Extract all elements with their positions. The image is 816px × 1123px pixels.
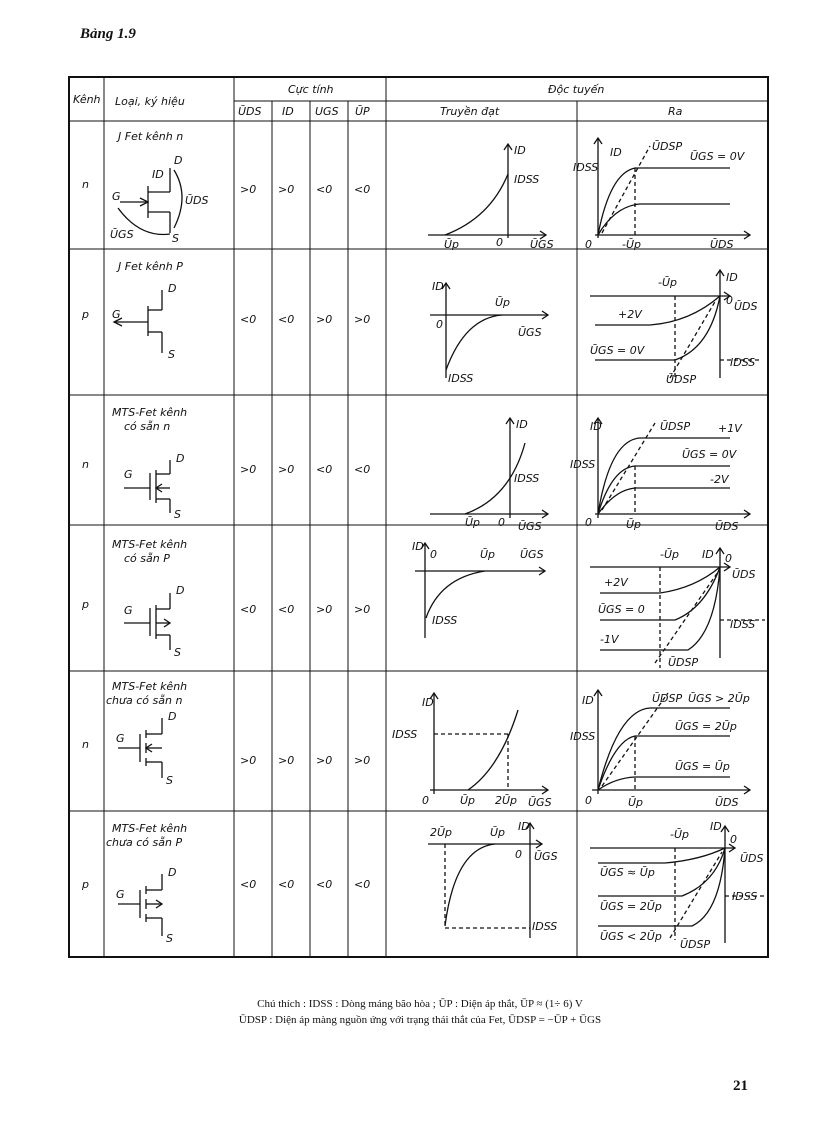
row-1 xyxy=(82,130,750,251)
row2-up: >0 xyxy=(354,313,371,326)
svg-text:ID: ID xyxy=(432,280,444,293)
row-2 xyxy=(81,260,760,386)
svg-text:IDSS: IDSS xyxy=(730,356,756,369)
svg-text:0: 0 xyxy=(430,548,437,561)
svg-text:G: G xyxy=(116,888,125,901)
svg-text:0: 0 xyxy=(515,848,522,861)
row4-type-line2: có sẵn P xyxy=(124,552,170,565)
svg-text:ŪGS = 0V: ŪGS = 0V xyxy=(682,448,737,461)
row6-type-line1: MTS-Fet kênh xyxy=(112,822,188,835)
svg-text:S: S xyxy=(166,932,173,945)
row5-id: >0 xyxy=(278,754,295,767)
row2-ugs: >0 xyxy=(316,313,333,326)
svg-text:ŪDS: ŪDS xyxy=(734,300,758,313)
svg-text:2Ūp: 2Ūp xyxy=(495,794,518,807)
svg-text:S: S xyxy=(174,646,181,659)
svg-text:Ūp: Ūp xyxy=(628,796,644,809)
row4-mosfet-p-symbol xyxy=(124,593,170,650)
row2-channel: p xyxy=(82,308,89,321)
row4-id: <0 xyxy=(278,603,295,616)
svg-text:ŪDSP: ŪDSP xyxy=(666,373,697,386)
row1-transfer-plot xyxy=(428,144,546,239)
fet-table xyxy=(68,76,769,958)
row5-output-plot xyxy=(592,690,750,794)
svg-text:ID: ID xyxy=(412,540,424,553)
row3-id: >0 xyxy=(278,463,295,476)
svg-text:-Ūp: -Ūp xyxy=(658,276,678,289)
svg-text:-1V: -1V xyxy=(600,633,619,646)
row6-type-line2: chưa có sẵn P xyxy=(106,836,183,849)
row6-output-plot xyxy=(590,826,765,943)
page-number: 21 xyxy=(733,1078,748,1094)
header-kenh: Kênh xyxy=(73,93,101,106)
svg-text:IDSS: IDSS xyxy=(532,920,558,933)
header-doc-tuyen: Độc tuyến xyxy=(548,83,605,96)
row5-uds: >0 xyxy=(240,754,257,767)
header-col-id: ID xyxy=(282,105,294,118)
row3-up: <0 xyxy=(354,463,371,476)
svg-text:Ūp: Ūp xyxy=(490,826,506,839)
svg-text:ŪGS: ŪGS xyxy=(518,326,542,339)
svg-text:-Ūp: -Ūp xyxy=(660,548,680,561)
row1-jfet-n-symbol xyxy=(118,168,182,234)
svg-text:ŪGS: ŪGS xyxy=(528,796,552,809)
svg-text:ŪDS: ŪDS xyxy=(732,568,756,581)
svg-text:ID: ID xyxy=(422,696,434,709)
svg-text:G: G xyxy=(116,732,125,745)
svg-text:ŪDS: ŪDS xyxy=(715,796,739,809)
row-3 xyxy=(82,406,750,533)
header-col-uds: ŪDS xyxy=(238,105,262,118)
row3-transfer-plot xyxy=(430,418,548,518)
svg-text:0: 0 xyxy=(436,318,443,331)
footnote-line-2: ŪDSP : Diện áp màng nguồn ứng với trạng thái thắt của Fet, ŪDSP = −ŪP + ŪGS xyxy=(238,1014,602,1026)
svg-text:Ūp: Ūp xyxy=(444,238,460,251)
row6-transfer-plot xyxy=(428,823,542,938)
svg-text:IDSS: IDSS xyxy=(732,890,758,903)
svg-text:ŪGS ≈ Ūp: ŪGS ≈ Ūp xyxy=(600,866,655,879)
svg-text:ID: ID xyxy=(518,820,530,833)
svg-text:ŪGS > 2Ūp: ŪGS > 2Ūp xyxy=(688,692,750,705)
row2-uds: <0 xyxy=(240,313,257,326)
svg-text:S: S xyxy=(174,508,181,521)
svg-text:D: D xyxy=(174,154,183,167)
svg-text:0: 0 xyxy=(585,794,592,807)
row6-uds: <0 xyxy=(240,878,257,891)
svg-text:G: G xyxy=(112,308,121,321)
row1-id: >0 xyxy=(278,183,295,196)
header-col-up: ŪP xyxy=(355,105,370,118)
svg-text:IDSS: IDSS xyxy=(514,472,540,485)
row5-type-line1: MTS-Fet kênh xyxy=(112,680,188,693)
svg-text:ŪDSP: ŪDSP xyxy=(668,656,699,669)
svg-text:ID: ID xyxy=(590,420,602,433)
svg-text:Ūp: Ūp xyxy=(460,794,476,807)
svg-text:ŪGS = 0V: ŪGS = 0V xyxy=(690,150,745,163)
row4-channel: p xyxy=(82,598,89,611)
row1-channel: n xyxy=(82,178,89,191)
svg-text:S: S xyxy=(166,774,173,787)
svg-text:ŪGS = 0V: ŪGS = 0V xyxy=(590,344,645,357)
row1-uds: >0 xyxy=(240,183,257,196)
row-5 xyxy=(82,680,750,809)
svg-text:ID: ID xyxy=(152,168,164,181)
svg-text:IDSS: IDSS xyxy=(432,614,458,627)
svg-text:ŪGS < 2Ūp: ŪGS < 2Ūp xyxy=(600,930,662,943)
svg-text:D: D xyxy=(176,584,185,597)
svg-text:ŪGS = 2Ūp: ŪGS = 2Ūp xyxy=(675,720,737,733)
svg-text:IDSS: IDSS xyxy=(448,372,474,385)
svg-text:IDSS: IDSS xyxy=(514,173,540,186)
svg-text:ID: ID xyxy=(726,271,738,284)
svg-text:ŪDSP: ŪDSP xyxy=(652,140,683,153)
svg-text:ŪGS: ŪGS xyxy=(530,238,554,251)
row3-uds: >0 xyxy=(240,463,257,476)
header-loai: Loại, ký hiệu xyxy=(115,95,185,108)
row-6 xyxy=(81,820,765,951)
svg-text:ID: ID xyxy=(514,144,526,157)
svg-text:0: 0 xyxy=(725,552,732,565)
svg-text:-Ūp: -Ūp xyxy=(670,828,690,841)
svg-text:ID: ID xyxy=(702,548,714,561)
svg-text:ID: ID xyxy=(610,146,622,159)
header-ra: Ra xyxy=(668,105,683,118)
svg-text:D: D xyxy=(168,282,177,295)
svg-text:ID: ID xyxy=(582,694,594,707)
footnote xyxy=(100,996,740,1028)
svg-text:ŪDSP: ŪDSP xyxy=(660,420,691,433)
table-title: Bảng 1.9 xyxy=(80,26,136,42)
svg-text:D: D xyxy=(176,452,185,465)
header-truyen-dat: Truyền đạt xyxy=(440,105,500,118)
svg-text:ŪGS: ŪGS xyxy=(518,520,542,533)
row4-uds: <0 xyxy=(240,603,257,616)
svg-text:S: S xyxy=(172,232,179,245)
row6-ugs: <0 xyxy=(316,878,333,891)
svg-text:ŪGS = 2Ūp: ŪGS = 2Ūp xyxy=(600,900,662,913)
svg-text:0: 0 xyxy=(585,516,592,529)
row4-type-line1: MTS-Fet kênh xyxy=(112,538,188,551)
svg-text:2Ūp: 2Ūp xyxy=(430,826,453,839)
svg-text:ŪDSP: ŪDSP xyxy=(652,692,683,705)
row3-ugs: <0 xyxy=(316,463,333,476)
row5-mosfet-enh-n-symbol xyxy=(118,718,162,778)
svg-text:IDSS: IDSS xyxy=(570,730,596,743)
svg-text:-Ūp: -Ūp xyxy=(622,238,642,251)
svg-text:IDSS: IDSS xyxy=(392,728,418,741)
svg-text:G: G xyxy=(112,190,121,203)
row2-type: J Fet kênh P xyxy=(118,260,183,273)
row4-ugs: >0 xyxy=(316,603,333,616)
footnote-line-1: Chú thích : IDSS : Dòng máng bão hòa ; ŪP : Diện áp thắt, ŪP ≈ (1÷ 6) V xyxy=(257,998,583,1010)
svg-text:IDSS: IDSS xyxy=(573,161,599,174)
svg-text:0: 0 xyxy=(422,794,429,807)
fet-table-grid xyxy=(70,78,767,956)
svg-text:Ūp: Ūp xyxy=(465,516,481,529)
row3-channel: n xyxy=(82,458,89,471)
svg-text:+1V: +1V xyxy=(718,422,742,435)
svg-text:Ūp: Ūp xyxy=(495,296,511,309)
svg-text:ŪDS: ŪDS xyxy=(715,520,739,533)
svg-text:ŪGS: ŪGS xyxy=(534,850,558,863)
row3-type-line1: MTS-Fet kênh xyxy=(112,406,188,419)
svg-text:IDSS: IDSS xyxy=(570,458,596,471)
svg-text:D: D xyxy=(168,866,177,879)
row1-up: <0 xyxy=(354,183,371,196)
svg-text:-Ūp: -Ūp xyxy=(622,518,642,531)
row3-type-line2: có sẵn n xyxy=(124,420,171,433)
svg-text:ŪGS: ŪGS xyxy=(110,228,134,241)
svg-text:0: 0 xyxy=(726,294,733,307)
svg-text:ŪDS: ŪDS xyxy=(710,238,734,251)
row1-ugs: <0 xyxy=(316,183,333,196)
svg-text:ŪDS: ŪDS xyxy=(740,852,764,865)
svg-text:ŪGS = Ūp: ŪGS = Ūp xyxy=(675,760,730,773)
row5-channel: n xyxy=(82,738,89,751)
row5-ugs: >0 xyxy=(316,754,333,767)
svg-text:0: 0 xyxy=(496,236,503,249)
row5-transfer-plot xyxy=(430,693,548,794)
svg-text:Ūp: Ūp xyxy=(480,548,496,561)
header-col-ugs: UGS xyxy=(315,105,339,118)
svg-text:-2V: -2V xyxy=(710,473,729,486)
row4-up: >0 xyxy=(354,603,371,616)
row5-up: >0 xyxy=(354,754,371,767)
row6-id: <0 xyxy=(278,878,295,891)
svg-text:S: S xyxy=(168,348,175,361)
row-4 xyxy=(81,538,765,669)
svg-text:G: G xyxy=(124,604,133,617)
svg-text:0: 0 xyxy=(730,833,737,846)
svg-text:0: 0 xyxy=(498,516,505,529)
svg-text:+2V: +2V xyxy=(618,308,642,321)
row6-up: <0 xyxy=(354,878,371,891)
svg-text:ŪGS = 0: ŪGS = 0 xyxy=(598,603,645,616)
row2-id: <0 xyxy=(278,313,295,326)
svg-text:IDSS: IDSS xyxy=(730,618,756,631)
svg-text:ID: ID xyxy=(710,820,722,833)
svg-text:0: 0 xyxy=(585,238,592,251)
svg-text:ŪDS: ŪDS xyxy=(185,194,209,207)
svg-text:ŪDSP: ŪDSP xyxy=(680,938,711,951)
row5-type-line2: chưa có sẵn n xyxy=(106,694,183,707)
svg-text:G: G xyxy=(124,468,133,481)
svg-text:ŪGS: ŪGS xyxy=(520,548,544,561)
row2-jfet-p-symbol xyxy=(114,290,162,353)
row6-channel: p xyxy=(82,878,89,891)
row6-mosfet-enh-p-symbol xyxy=(118,874,162,936)
header-cuc-tinh: Cực tính xyxy=(288,83,334,96)
svg-text:+2V: +2V xyxy=(604,576,628,589)
svg-text:ID: ID xyxy=(516,418,528,431)
row1-type: J Fet kênh n xyxy=(118,130,184,143)
svg-text:D: D xyxy=(168,710,177,723)
